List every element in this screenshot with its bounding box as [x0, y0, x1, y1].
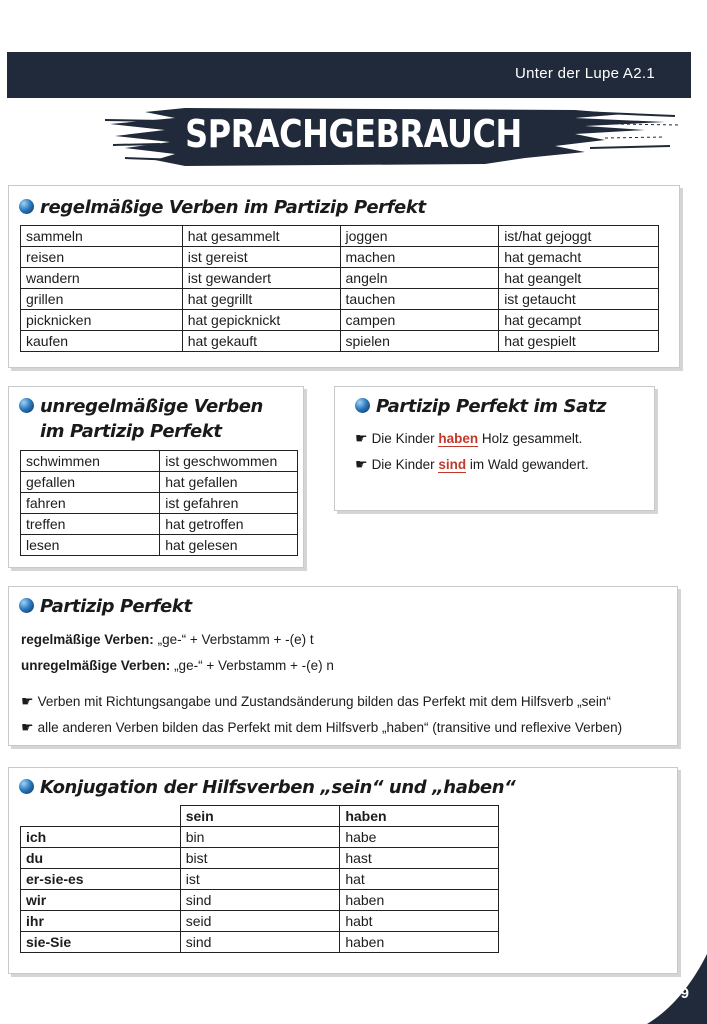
blue-sphere-icon — [355, 398, 370, 413]
table-row — [21, 848, 499, 869]
note-haben: ☛ alle anderen Verben bilden das Perfekt mit dem Hilfsverb „haben“ (transitive und reflexive Verben) — [21, 719, 623, 735]
page-number: 9 — [680, 985, 689, 1002]
table-cell: kaufen — [21, 331, 183, 352]
table-cell: wandern — [21, 268, 183, 289]
table-cell: bist — [180, 848, 340, 869]
pointing-hand-icon: ☛ — [355, 456, 368, 472]
auxiliary-sein: sind — [438, 457, 467, 472]
blue-sphere-icon — [19, 199, 34, 214]
table-row — [21, 226, 659, 247]
table-cell: hat getroffen — [160, 514, 298, 535]
table-cell: haben — [340, 932, 499, 953]
note-sein: ☛ Verben mit Richtungsangabe und Zustandsänderung bilden das Perfekt mit dem Hilfsverb „sein“ — [21, 693, 611, 709]
table-cell — [21, 806, 181, 827]
table-row — [21, 535, 298, 556]
table-row — [21, 827, 499, 848]
table-cell: sammeln — [21, 226, 183, 247]
table-cell: seid — [180, 911, 340, 932]
table-cell: ist gefahren — [160, 493, 298, 514]
table-cell: du — [21, 848, 181, 869]
conjugation-table — [20, 805, 499, 953]
table-cell: ihr — [21, 911, 181, 932]
table-row — [21, 869, 499, 890]
table-cell: tauchen — [340, 289, 499, 310]
table-cell: ist geschwommen — [160, 451, 298, 472]
table-row — [21, 493, 298, 514]
table-cell: campen — [340, 310, 499, 331]
satz-title: Partizip Perfekt im Satz — [355, 396, 606, 417]
table-row — [21, 932, 499, 953]
table-cell: hat geangelt — [499, 268, 659, 289]
blue-sphere-icon — [19, 398, 34, 413]
table-cell: hat gepicknickt — [182, 310, 340, 331]
table-cell: hat — [340, 869, 499, 890]
table-cell: bin — [180, 827, 340, 848]
table-cell: ist — [180, 869, 340, 890]
table-cell: haben — [340, 806, 499, 827]
table-cell: spielen — [340, 331, 499, 352]
table-cell: sein — [180, 806, 340, 827]
table-cell: gefallen — [21, 472, 160, 493]
table-cell: angeln — [340, 268, 499, 289]
auxiliary-haben: haben — [438, 431, 479, 446]
table-row — [21, 911, 499, 932]
table-cell: ich — [21, 827, 181, 848]
table-cell: hat gecampt — [499, 310, 659, 331]
table-cell: hast — [340, 848, 499, 869]
table-cell: er-sie-es — [21, 869, 181, 890]
table-cell: wir — [21, 890, 181, 911]
table-cell: lesen — [21, 535, 160, 556]
table-cell: hat gelesen — [160, 535, 298, 556]
table-cell: ist gewandert — [182, 268, 340, 289]
table-row — [21, 247, 659, 268]
table-cell: sind — [180, 932, 340, 953]
irregular-verbs-table — [20, 450, 298, 556]
table-row — [21, 331, 659, 352]
table-cell: hat gesammelt — [182, 226, 340, 247]
irregular-verbs-panel — [8, 386, 304, 568]
pointing-hand-icon: ☛ — [355, 430, 368, 446]
table-cell: grillen — [21, 289, 183, 310]
table-cell: sie-Sie — [21, 932, 181, 953]
partizip-rules-panel — [8, 586, 678, 746]
regular-verbs-table — [20, 225, 659, 352]
header-title: Unter der Lupe A2.1 — [515, 65, 655, 82]
table-cell: machen — [340, 247, 499, 268]
table-cell: sind — [180, 890, 340, 911]
satz-example-1: ☛ Die Kinder haben Holz gesammelt. — [355, 430, 583, 446]
page-title: SPRACHGEBRAUCH — [185, 112, 522, 156]
conjugation-title: Konjugation der Hilfsverben „sein“ und „haben“ — [19, 777, 515, 798]
pointing-hand-icon: ☛ — [21, 693, 34, 709]
table-cell: schwimmen — [21, 451, 160, 472]
table-cell: hat gegrillt — [182, 289, 340, 310]
table-cell: picknicken — [21, 310, 183, 331]
table-row — [21, 514, 298, 535]
rule-irregular: unregelmäßige Verben: „ge-“ + Verbstamm + -(e) n — [21, 658, 334, 673]
table-cell: habe — [340, 827, 499, 848]
table-row — [21, 472, 298, 493]
table-cell: haben — [340, 890, 499, 911]
irregular-verbs-title: unregelmäßige Verben — [19, 396, 263, 417]
table-row — [21, 310, 659, 331]
blue-sphere-icon — [19, 779, 34, 794]
table-cell: hat gekauft — [182, 331, 340, 352]
blue-sphere-icon — [19, 598, 34, 613]
table-row — [21, 451, 298, 472]
table-cell: habt — [340, 911, 499, 932]
table-cell: hat gefallen — [160, 472, 298, 493]
regular-verbs-panel — [8, 185, 680, 368]
partizip-rules-title: Partizip Perfekt — [19, 596, 192, 617]
table-cell: fahren — [21, 493, 160, 514]
table-cell: joggen — [340, 226, 499, 247]
regular-verbs-title: regelmäßige Verben im Partizip Perfekt — [19, 197, 426, 218]
table-cell: reisen — [21, 247, 183, 268]
table-cell: ist gereist — [182, 247, 340, 268]
header-bar — [7, 52, 691, 98]
satz-example-2: ☛ Die Kinder sind im Wald gewandert. — [355, 456, 589, 472]
table-row — [21, 268, 659, 289]
irregular-verbs-title-line2: im Partizip Perfekt — [40, 421, 222, 442]
table-cell: hat gespielt — [499, 331, 659, 352]
table-row — [21, 890, 499, 911]
table-header-row — [21, 806, 499, 827]
table-cell: hat gemacht — [499, 247, 659, 268]
table-cell: ist getaucht — [499, 289, 659, 310]
satz-panel — [334, 386, 655, 511]
table-row — [21, 289, 659, 310]
table-cell: ist/hat gejoggt — [499, 226, 659, 247]
pointing-hand-icon: ☛ — [21, 719, 34, 735]
conjugation-panel — [8, 767, 678, 974]
table-cell: treffen — [21, 514, 160, 535]
page-corner-decoration — [647, 954, 707, 1024]
rule-regular: regelmäßige Verben: „ge-“ + Verbstamm + -(e) t — [21, 632, 314, 647]
